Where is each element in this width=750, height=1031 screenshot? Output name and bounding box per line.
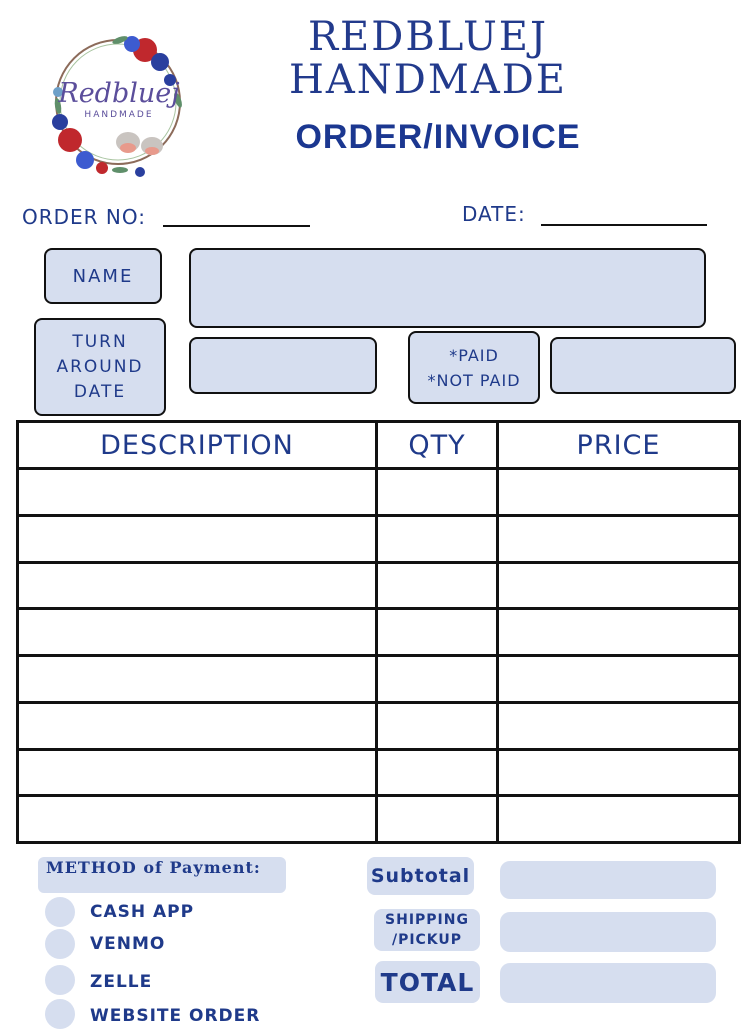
zelle-label: ZELLE <box>90 972 153 992</box>
description-cell[interactable] <box>18 796 377 843</box>
brand-line-2: HANDMADE <box>289 57 567 103</box>
price-cell[interactable] <box>498 702 740 749</box>
logo-script: Redbluej <box>58 78 180 109</box>
turnaround-label-1: TURN <box>72 331 128 352</box>
price-cell[interactable] <box>498 656 740 703</box>
venmo-checkbox[interactable] <box>45 929 75 959</box>
table-row <box>18 609 740 656</box>
table-row <box>18 515 740 562</box>
subtotal-field[interactable] <box>500 861 716 899</box>
website-order-checkbox[interactable] <box>45 999 75 1029</box>
website-order-label: WEBSITE ORDER <box>90 1006 261 1026</box>
subtotal-label-box <box>367 857 474 895</box>
qty-cell[interactable] <box>377 749 498 796</box>
description-header: DESCRIPTION <box>18 422 377 469</box>
payment-title: METHOD of Payment: <box>46 858 261 877</box>
price-cell[interactable] <box>498 469 740 516</box>
turnaround-label-box <box>34 318 166 416</box>
price-cell[interactable] <box>498 515 740 562</box>
price-cell[interactable] <box>498 796 740 843</box>
table-row <box>18 702 740 749</box>
table-row <box>18 469 740 516</box>
price-cell[interactable] <box>498 749 740 796</box>
price-cell[interactable] <box>498 562 740 609</box>
total-field[interactable] <box>500 963 716 1003</box>
zelle-checkbox[interactable] <box>45 965 75 995</box>
shipping-label-1: SHIPPING <box>385 912 469 928</box>
cash-app-checkbox[interactable] <box>45 897 75 927</box>
logo-subtext: HANDMADE <box>84 110 154 120</box>
logo <box>40 22 195 182</box>
qty-cell[interactable] <box>377 796 498 843</box>
name-label-box <box>44 248 162 304</box>
description-cell[interactable] <box>18 702 377 749</box>
qty-header: QTY <box>377 422 498 469</box>
table-row <box>18 796 740 843</box>
turnaround-label-2: AROUND <box>56 356 144 377</box>
name-label: NAME <box>72 265 134 287</box>
cash-app-label: CASH APP <box>90 902 195 922</box>
shipping-field[interactable] <box>500 912 716 952</box>
turnaround-field[interactable] <box>189 337 377 394</box>
subtotal-label: Subtotal <box>370 865 471 887</box>
description-cell[interactable] <box>18 562 377 609</box>
total-label: TOTAL <box>380 967 475 997</box>
table-header-row <box>18 422 740 469</box>
qty-cell[interactable] <box>377 656 498 703</box>
description-cell[interactable] <box>18 749 377 796</box>
table-row <box>18 562 740 609</box>
description-cell[interactable] <box>18 469 377 516</box>
paid-status-field[interactable] <box>550 337 736 394</box>
date-label: DATE: <box>462 202 526 226</box>
qty-cell[interactable] <box>377 515 498 562</box>
turnaround-label-3: DATE <box>73 381 127 402</box>
price-cell[interactable] <box>498 609 740 656</box>
description-cell[interactable] <box>18 515 377 562</box>
qty-cell[interactable] <box>377 562 498 609</box>
items-table <box>16 420 741 844</box>
total-label-box <box>375 961 480 1003</box>
qty-cell[interactable] <box>377 609 498 656</box>
qty-cell[interactable] <box>377 469 498 516</box>
not-paid-label: *NOT PAID <box>427 370 521 390</box>
description-cell[interactable] <box>18 656 377 703</box>
date-line[interactable] <box>541 224 707 226</box>
description-cell[interactable] <box>18 609 377 656</box>
name-field[interactable] <box>189 248 706 328</box>
table-row <box>18 749 740 796</box>
qty-cell[interactable] <box>377 702 498 749</box>
table-row <box>18 656 740 703</box>
paid-label: *PAID <box>449 345 499 365</box>
paid-status-box <box>408 331 540 404</box>
venmo-label: VENMO <box>90 934 166 954</box>
brand-line-1: REDBLUEJ <box>307 14 549 60</box>
page-title: ORDER/INVOICE <box>295 118 581 156</box>
order-no-line[interactable] <box>163 225 310 227</box>
price-header: PRICE <box>498 422 740 469</box>
shipping-label-2: /PICKUP <box>391 932 463 948</box>
order-no-label: ORDER NO: <box>22 205 147 229</box>
shipping-label-box <box>374 909 480 951</box>
